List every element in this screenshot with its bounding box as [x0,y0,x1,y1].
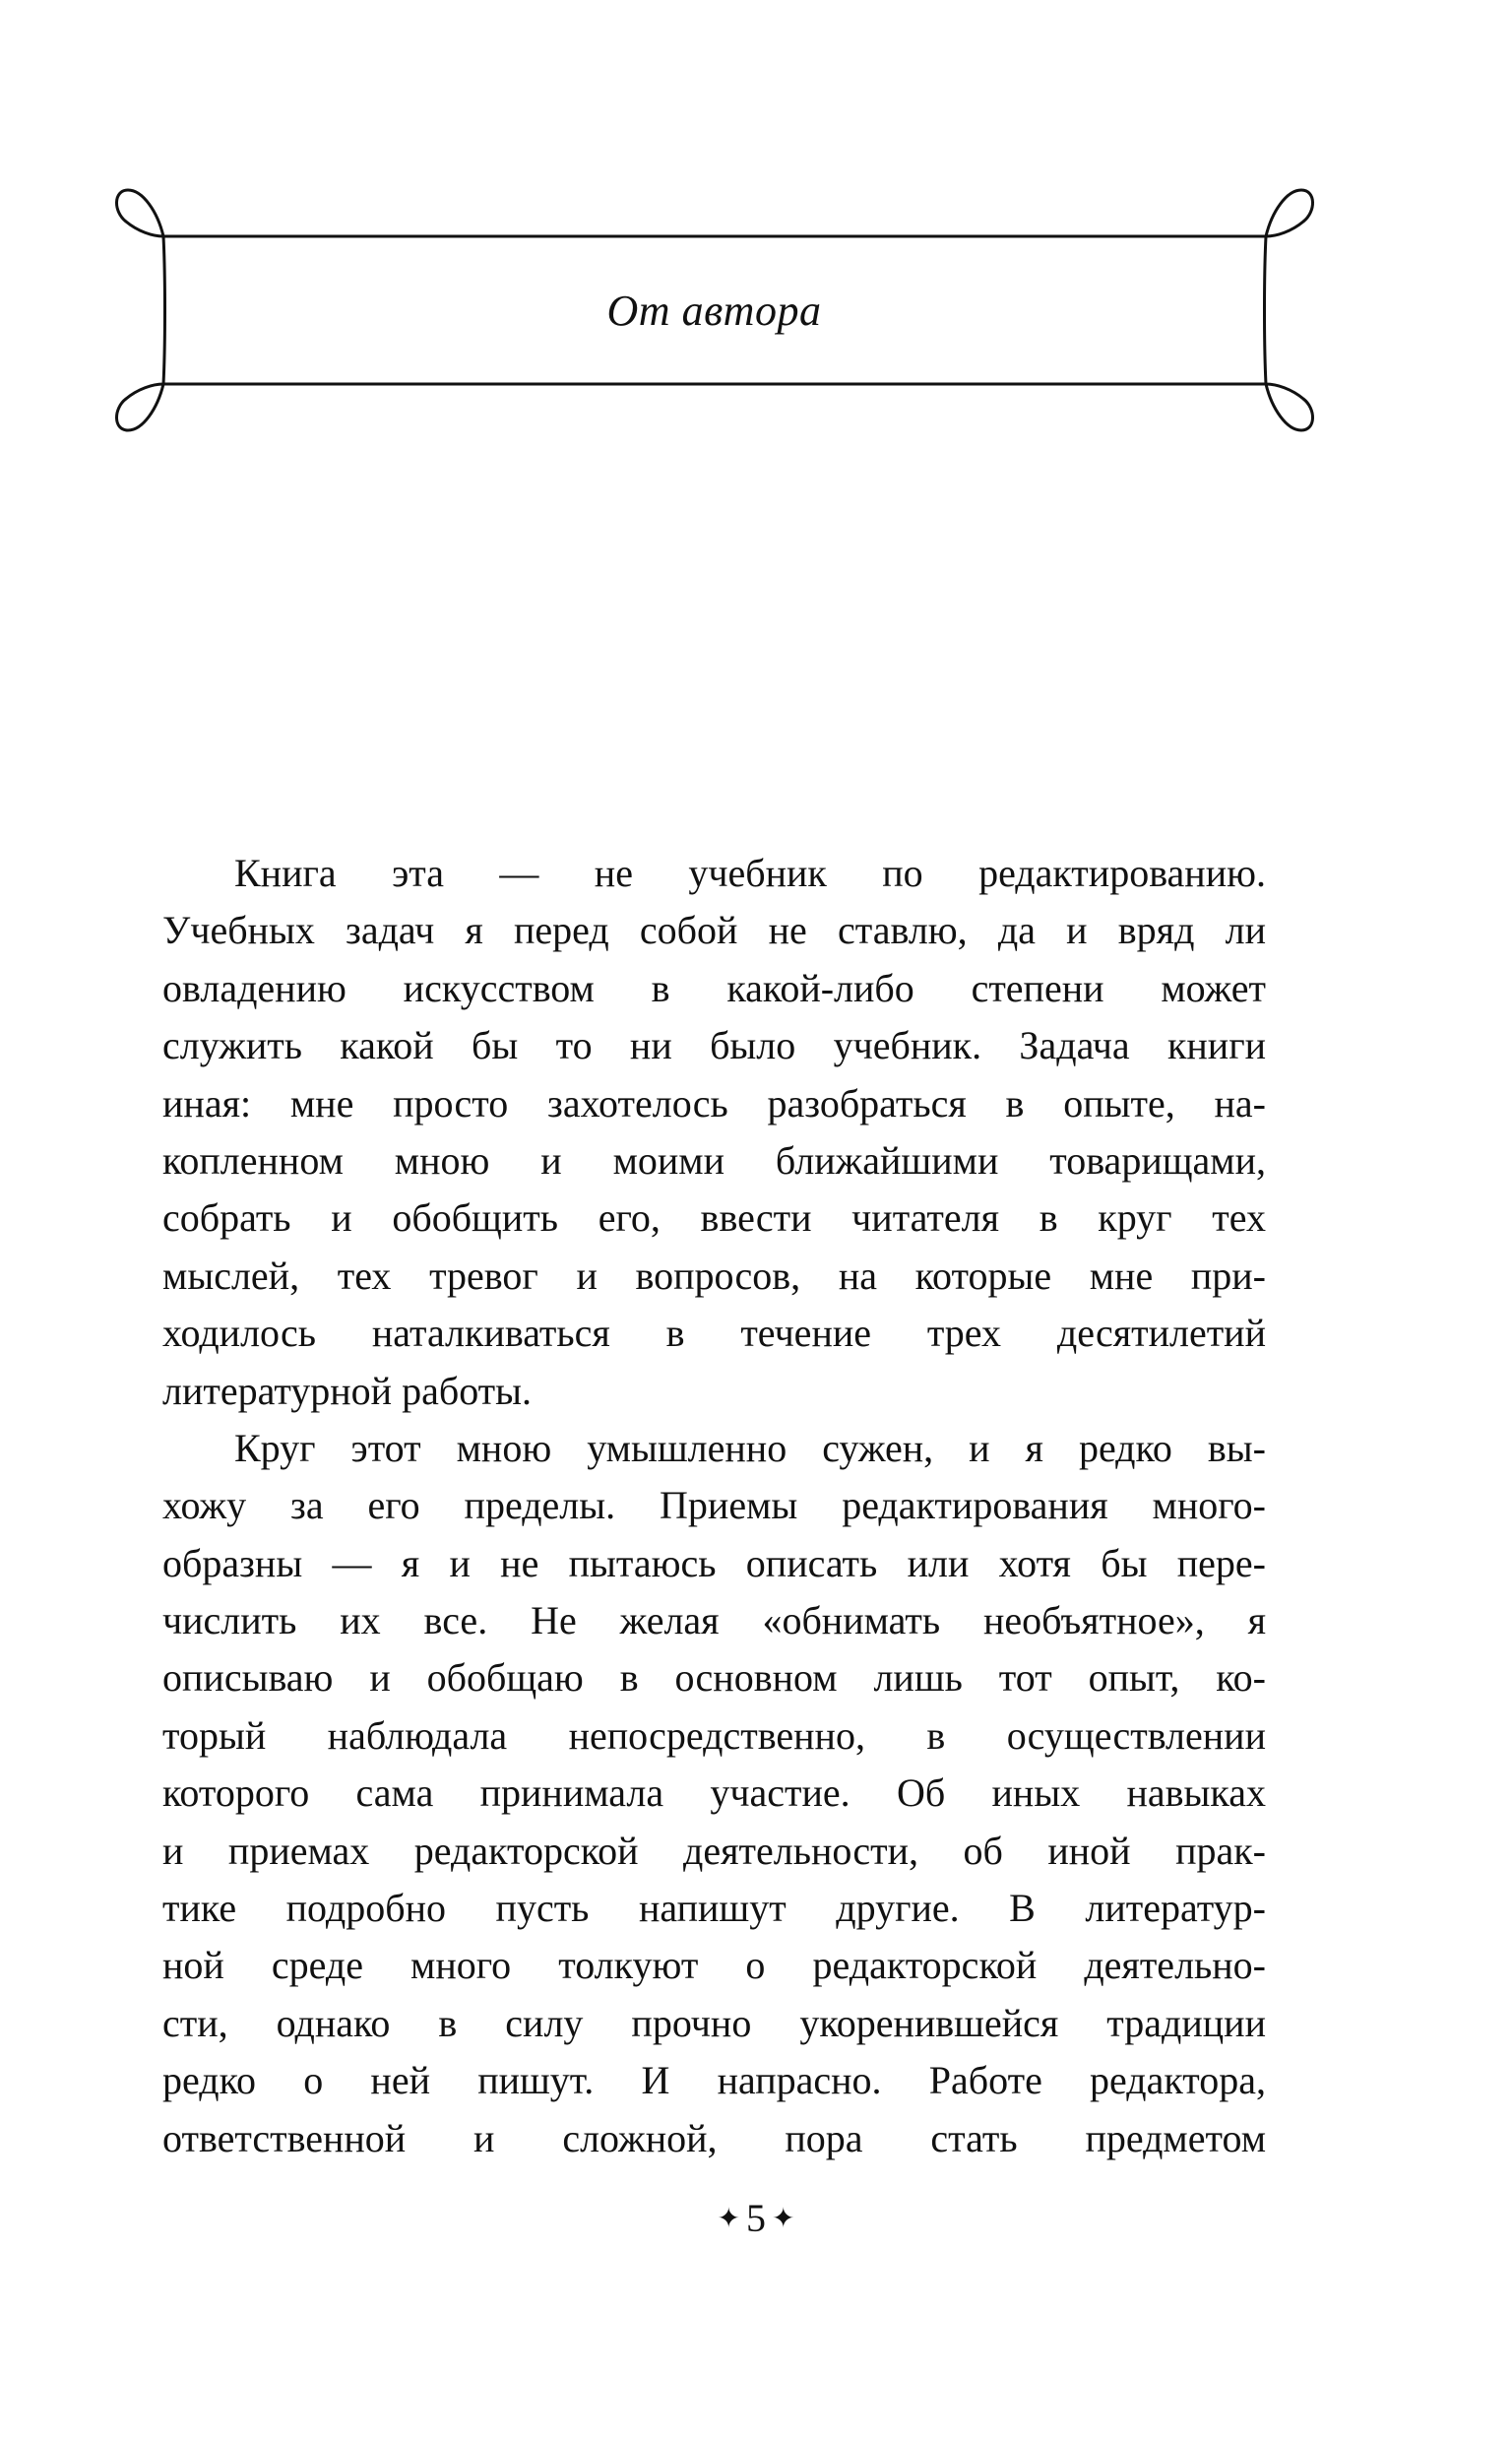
ornament-star-icon: ✦ [772,2204,795,2234]
paragraph-1 [162,845,1266,1420]
title-frame [0,0,1512,492]
text-line: мыслей, тех тревог и вопросов, на которые мне при- [162,1253,1266,1298]
text-line: копленном мною и моими ближайшими товарищами, [162,1137,1266,1183]
text-line: Книга эта — не учебник по редактированию. [234,851,1266,895]
ornament-star-icon: ✦ [717,2204,740,2234]
text-line: редко о ней пишут. И напрасно. Работе редактора, [162,2058,1266,2103]
text-line: овладению искусством в какой-либо степени может [162,965,1266,1010]
text-line: Круг этот мною умышленно сужен, и я редко вы- [234,1425,1266,1470]
text-line: числить их все. Не желая «обнимать необъятное», я [162,1598,1266,1643]
text-line: сти, однако в силу прочно укоренившейся традиции [162,2000,1266,2045]
text-line: торый наблюдала непосредственно, в осуществлении [162,1712,1266,1758]
paragraph-2 [162,1420,1266,2167]
text-line: собрать и обобщить его, ввести читателя в круг тех [162,1195,1266,1241]
text-line: образны — я и не пытаюсь описать или хотя бы пере- [162,1540,1266,1585]
text-line: хожу за его пределы. Приемы редактирования много- [162,1483,1266,1528]
chapter-title: От автора [606,287,822,335]
body-text [162,845,1266,2167]
text-line: которого сама принимала участие. Об иных навыках [162,1770,1266,1816]
text-line: Учебных задач я перед собой не ставлю, да и вряд ли [162,908,1266,953]
text-line: тике подробно пусть напишут другие. В литератур- [162,1886,1266,1931]
page-number: 5 [746,2196,766,2240]
text-line: иная: мне просто захотелось разобраться в опыте, на- [162,1080,1266,1125]
text-line: описываю и обобщаю в основном лишь тот опыт, ко- [162,1655,1266,1701]
text-line: ной среде много толкуют о редакторской деятельно- [162,1943,1266,1988]
text-line: ответственной и сложной, пора стать предметом [162,2115,1266,2160]
text-line: литературной работы. [162,1368,533,1413]
text-line: ходилось наталкиваться в течение трех десятилетий [162,1311,1266,1356]
text-line: и приемах редакторской деятельности, об иной прак- [162,1828,1266,1873]
text-line: служить какой бы то ни было учебник. Задача книги [162,1023,1266,1068]
page-footer [0,2194,1512,2244]
